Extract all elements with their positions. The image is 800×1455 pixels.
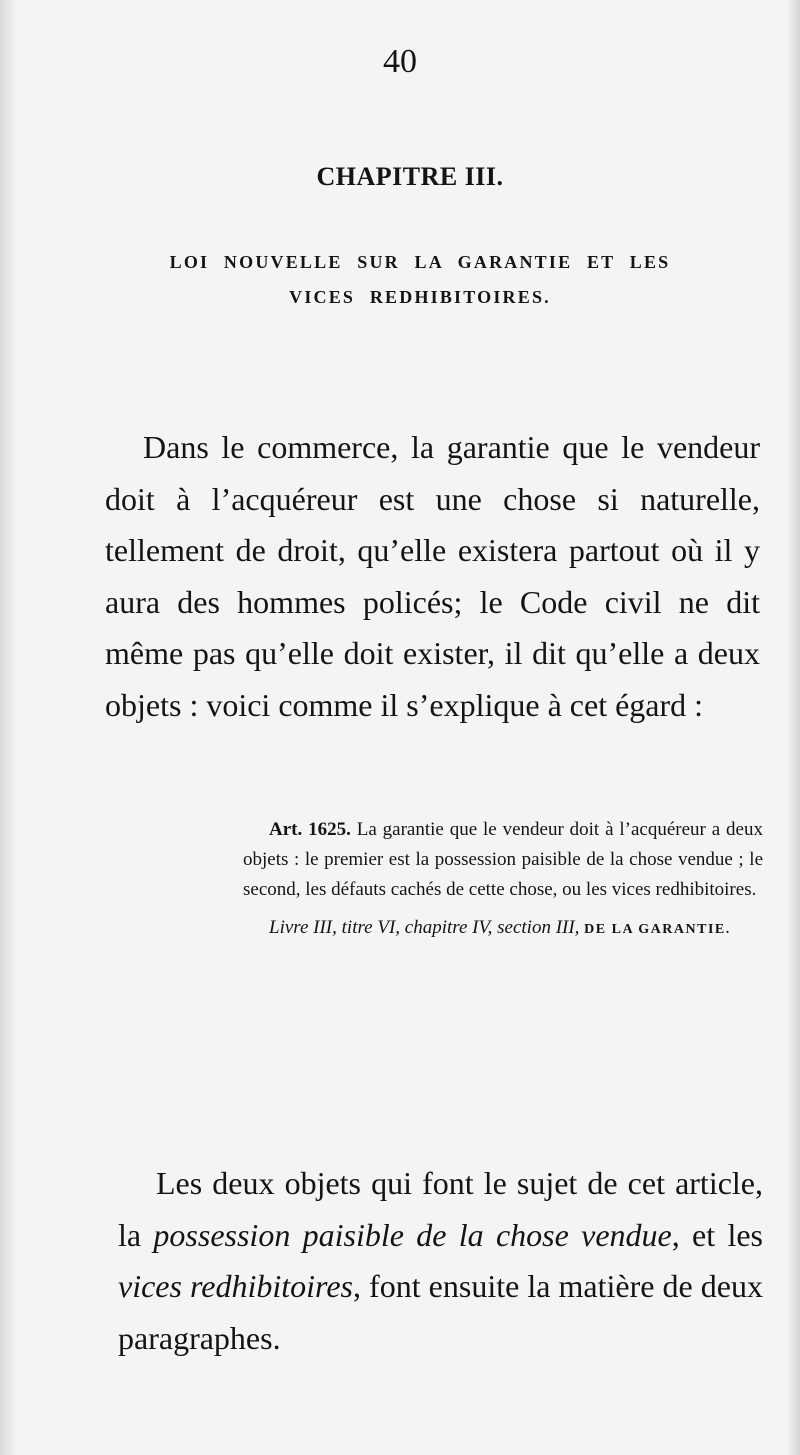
- page-right-edge: [788, 0, 800, 1455]
- citation-text: Livre III, titre VI, chapitre IV, section III,: [269, 917, 580, 938]
- paragraph2-text-a: Les deux objets qui font le sujet de cet article, la: [118, 1165, 763, 1253]
- article-text: La garantie que le vendeur doit à l’acquéreur a deux objets : le premier est la possession paisible de la chose vendue ; le second, les défauts cachés de cette chose, ou les vices redhibitoires.: [243, 819, 763, 900]
- paragraph2-text-c: , font ensuite la matière de deux paragraphes.: [118, 1268, 764, 1356]
- body-paragraph-2: [118, 1158, 763, 1364]
- paragraph2-text-b: , et les: [671, 1216, 764, 1253]
- quote-article: [243, 815, 763, 905]
- article-label: Art. 1625.: [269, 819, 351, 840]
- page-number: 40: [383, 43, 417, 80]
- citation-smallcaps: DE LA GARANTIE.: [584, 922, 731, 937]
- chapter-subtitle-line-2: VICES REDHIBITOIRES.: [289, 287, 551, 307]
- paragraph2-emphasis-2: vices redhibitoires: [118, 1268, 353, 1304]
- paragraph2-emphasis-1: possession paisible de la chose vendue: [153, 1216, 672, 1253]
- chapter-subtitle-line-1: LOI NOUVELLE SUR LA GARANTIE ET LES: [169, 252, 671, 272]
- chapter-title: CHAPITRE III.: [316, 162, 504, 191]
- legal-quote: [243, 815, 763, 945]
- page-left-edge: [0, 0, 16, 1455]
- body-paragraph-1: Dans le commerce, la garantie que le vendeur doit à l’acquéreur est une chose si naturelle, tellement de droit, qu’elle existera partout où il y aura des hommes policés; le Code civil ne dit même pas qu’elle doit exister, il dit qu’elle a deux objets : voici comme il s’explique à cet égard :: [105, 429, 760, 723]
- quote-citation: [243, 913, 763, 945]
